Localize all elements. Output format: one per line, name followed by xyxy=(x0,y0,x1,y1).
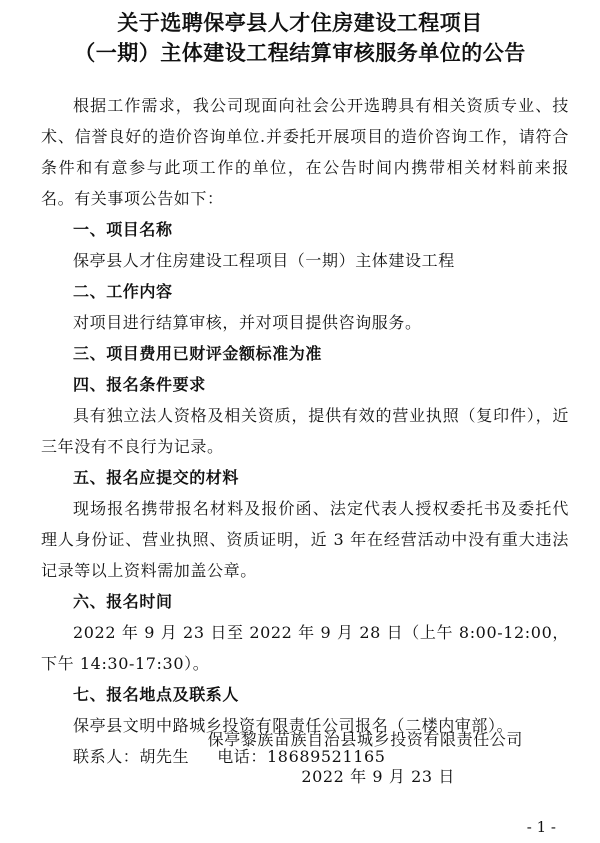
section-body-requirements: 具有独立法人资格及相关资质，提供有效的营业执照（复印件），近三年没有不良行为记录。 xyxy=(41,406,569,456)
section-body-registration-time: 2022 年 9 月 23 日至 2022 年 9 月 28 日（上午 8:00-12:00，下午 14:30-17:30）。 xyxy=(41,623,569,673)
section-body-project-name: 保亭县人才住房建设工程项目（一期）主体建设工程 xyxy=(73,251,455,270)
announcement-body xyxy=(41,90,569,772)
section-heading-materials: 五、报名应提交的材料 xyxy=(73,468,240,487)
announcement-title-line-2: （一期）主体建设工程结算审核服务单位的公告 xyxy=(74,41,526,65)
contact-phone: 电话：18689521165 xyxy=(217,747,386,766)
section-heading-location-contact: 七、报名地点及联系人 xyxy=(73,685,240,704)
announcement-title-line-1: 关于选聘保亭县人才住房建设工程项目 xyxy=(117,11,483,35)
page-number: - 1 - xyxy=(526,818,556,836)
section-body-location: 保亭县文明中路城乡投资有限责任公司报名（二楼内审部）。 xyxy=(73,716,514,735)
section-body-materials: 现场报名携带报名材料及报价函、法定代表人授权委托书及委托代理人身份证、营业执照、资质证明，近 3 年在经营活动中没有重大违法记录等以上资料需加盖公章。 xyxy=(41,499,569,580)
section-body-work-content: 对项目进行结算审核，并对项目提供咨询服务。 xyxy=(73,313,422,332)
contact-person: 联系人：胡先生 xyxy=(73,747,190,766)
section-heading-requirements: 四、报名条件要求 xyxy=(73,375,206,394)
section-heading-project-fee: 三、项目费用已财评金额标准为准 xyxy=(73,344,323,363)
section-heading-project-name: 一、项目名称 xyxy=(73,220,173,239)
section-heading-registration-time: 六、报名时间 xyxy=(73,592,173,611)
issuer-signature: 保亭黎族苗族自治县城乡投资有限责任公司 xyxy=(207,730,523,749)
intro-paragraph: 根据工作需求，我公司现面向社会公开选聘具有相关资质专业、技术、信誉良好的造价咨询单位.并委托开展项目的造价咨询工作，请符合条件和有意参与此项工作的单位，在公告时间内携带相关材料前来报名。有关事项公告如下： xyxy=(41,96,569,208)
section-heading-work-content: 二、工作内容 xyxy=(73,282,173,301)
issue-date: 2022 年 9 月 23 日 xyxy=(301,767,455,786)
